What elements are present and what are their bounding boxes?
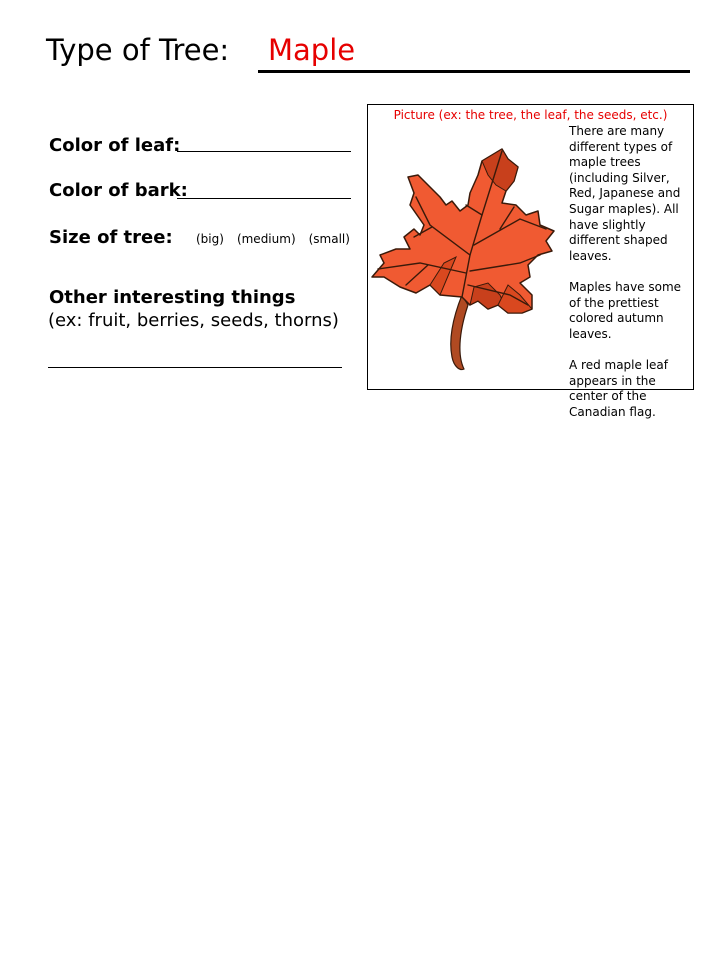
tree-type-value: Maple	[268, 33, 356, 67]
bark-color-blank	[177, 198, 351, 199]
maple-facts	[569, 124, 693, 420]
leaf-color-label: Color of leaf:	[49, 135, 181, 156]
size-option-big: (big)	[196, 232, 224, 246]
leaf-color-blank	[177, 151, 351, 152]
size-option-small: (small)	[308, 232, 350, 246]
tree-size-label: Size of tree:	[49, 227, 173, 248]
tree-size-options	[196, 231, 350, 247]
other-things-blank	[48, 367, 342, 368]
maple-leaf-icon	[370, 145, 560, 373]
other-things-hint: (ex: fruit, berries, seeds, thorns)	[48, 310, 339, 331]
size-option-medium: (medium)	[236, 232, 296, 246]
picture-caption: Picture (ex: the tree, the leaf, the seeds, etc.)	[393, 108, 668, 122]
tree-type-underline	[258, 70, 690, 73]
fact-flag: A red maple leaf appears in the center of the Canadian flag.	[569, 357, 668, 419]
fact-autumn: Maples have some of the prettiest colored autumn leaves.	[569, 279, 682, 341]
fact-types: There are many different types of maple trees (including Silver, Red, Japanese and Sugar maples). All have slightly different shaped leaves.	[569, 124, 681, 263]
picture-box	[367, 104, 694, 419]
bark-color-label: Color of bark:	[49, 180, 188, 201]
other-things-label: Other interesting things	[49, 287, 296, 308]
page-title-label: Type of Tree:	[46, 33, 230, 67]
